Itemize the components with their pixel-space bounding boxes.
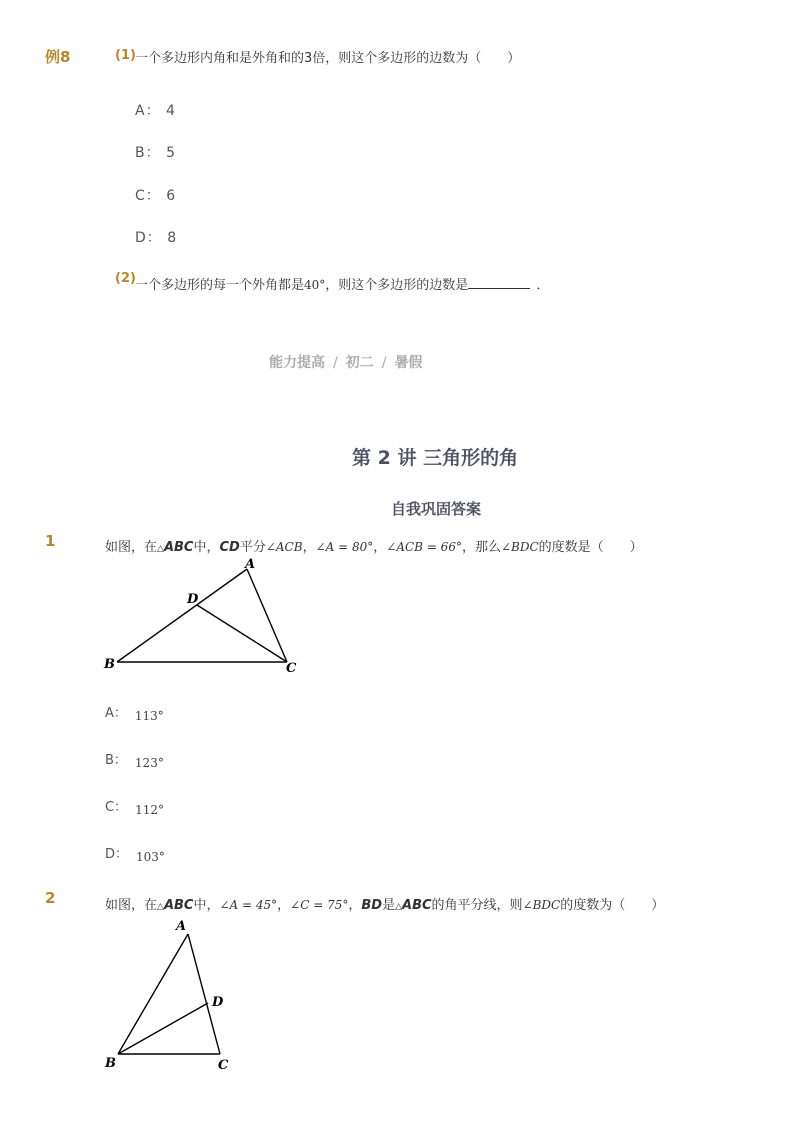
option-letter: A：: [135, 103, 161, 119]
part1-stem: 一个多边形内角和是外角和的3倍，则这个多边形的边数为（ ）: [135, 51, 521, 66]
option-value: 5: [166, 145, 176, 161]
stem-text: ，: [348, 898, 362, 913]
example-label: 例8: [45, 48, 71, 66]
side-ac: [188, 934, 220, 1054]
part1-option-d[interactable]: [135, 227, 177, 247]
q1-option-c[interactable]: [105, 796, 164, 815]
part2-stem-text-2: ，则这个多边形的边数是: [325, 278, 469, 293]
side-ab: [118, 934, 188, 1054]
side-ac: [247, 569, 287, 662]
option-value: 6: [166, 188, 177, 204]
math-expression: ∠BDC: [522, 898, 561, 912]
answer-blank[interactable]: [468, 276, 530, 289]
footer-separator: /: [381, 355, 387, 371]
lecture-title: 第 2 讲 三角形的角: [352, 447, 519, 469]
section-title: 自我巩固答案: [391, 500, 482, 518]
footer-item: 初二: [345, 355, 374, 371]
stem-text: 平分: [239, 540, 266, 555]
math-expression: ∠ACB = 66°: [386, 540, 462, 554]
q1-option-b[interactable]: [105, 749, 164, 768]
triangle-name: ABC: [163, 540, 194, 555]
stem-text: ，那么: [461, 540, 501, 555]
vertex-label-d: D: [187, 592, 199, 607]
triangle-figure-2: [100, 915, 250, 1080]
option-letter: C：: [105, 800, 128, 815]
segment-bd: [118, 1003, 208, 1054]
stem-text: 的角平分线，则: [431, 898, 523, 913]
part1-option-c[interactable]: [135, 185, 176, 205]
math-expression: ∠A = 80°: [315, 540, 374, 554]
stem-text: 中，: [193, 540, 220, 555]
part2-degree: 40°: [304, 278, 326, 292]
stem-text: ，: [302, 540, 316, 555]
question-number: 1: [45, 532, 56, 550]
math-expression: ∠ACB: [265, 540, 303, 554]
math-expression: ∠C = 75°: [290, 898, 349, 912]
part2-stem: [135, 274, 549, 293]
option-letter: B：: [105, 753, 127, 768]
page-footer: [269, 352, 422, 372]
vertex-label-a: A: [176, 919, 187, 934]
part1-option-b[interactable]: [135, 142, 176, 162]
footer-separator: /: [333, 355, 338, 371]
part1-option-a[interactable]: [135, 100, 176, 120]
stem-text: ，: [373, 540, 387, 555]
part2-stem-text: 一个多边形的每一个外角都是: [135, 278, 305, 293]
q1-option-d[interactable]: [105, 843, 165, 862]
part2-stem-end: ．: [536, 278, 550, 293]
option-value: 103°: [136, 850, 165, 864]
triangle-name: ABC: [402, 898, 432, 913]
triangle-symbol: △: [395, 902, 403, 912]
question-2-stem: [105, 894, 664, 913]
question-number: 2: [45, 889, 56, 907]
triangle-symbol: △: [157, 544, 164, 554]
question-1-stem: [105, 536, 643, 555]
option-value: 4: [166, 103, 176, 119]
option-value: 113°: [134, 709, 164, 723]
stem-text: 中，: [193, 898, 220, 913]
math-expression: ∠A = 45°: [219, 898, 278, 912]
footer-item: 能力提高: [269, 355, 325, 371]
option-letter: A：: [105, 706, 127, 721]
q1-option-a[interactable]: [105, 702, 164, 721]
triangle-symbol: △: [157, 902, 164, 912]
stem-text: 如图，在: [105, 898, 158, 913]
option-value: 112°: [135, 803, 164, 817]
option-value: 123°: [134, 756, 164, 770]
option-value: 8: [167, 230, 178, 246]
stem-text: 的度数是（ ）: [538, 540, 643, 555]
option-letter: C：: [135, 188, 161, 204]
vertex-label-b: B: [104, 657, 115, 672]
stem-text: 是: [382, 898, 396, 913]
triangle-name: ABC: [163, 898, 194, 913]
part2-number: (2): [115, 271, 136, 286]
vertex-label-b: B: [105, 1056, 116, 1071]
vertex-label-c: C: [286, 661, 297, 676]
triangle-figure-1: [100, 555, 310, 680]
math-expression: ∠BDC: [500, 540, 539, 554]
footer-item: 暑假: [394, 355, 423, 371]
segment-cd: [197, 605, 287, 662]
option-letter: D：: [105, 847, 129, 862]
segment-name: BD: [361, 898, 383, 913]
vertex-label-a: A: [245, 557, 256, 572]
stem-text: 的度数为（ ）: [560, 898, 665, 913]
option-letter: B：: [135, 145, 161, 161]
option-letter: D：: [135, 230, 162, 246]
vertex-label-c: C: [218, 1058, 229, 1073]
stem-text: 如图，在: [105, 540, 158, 555]
part1-number: (1): [115, 48, 136, 63]
segment-name: CD: [219, 540, 240, 555]
side-ba: [117, 569, 247, 662]
stem-text: ，: [277, 898, 291, 913]
vertex-label-d: D: [212, 995, 224, 1010]
